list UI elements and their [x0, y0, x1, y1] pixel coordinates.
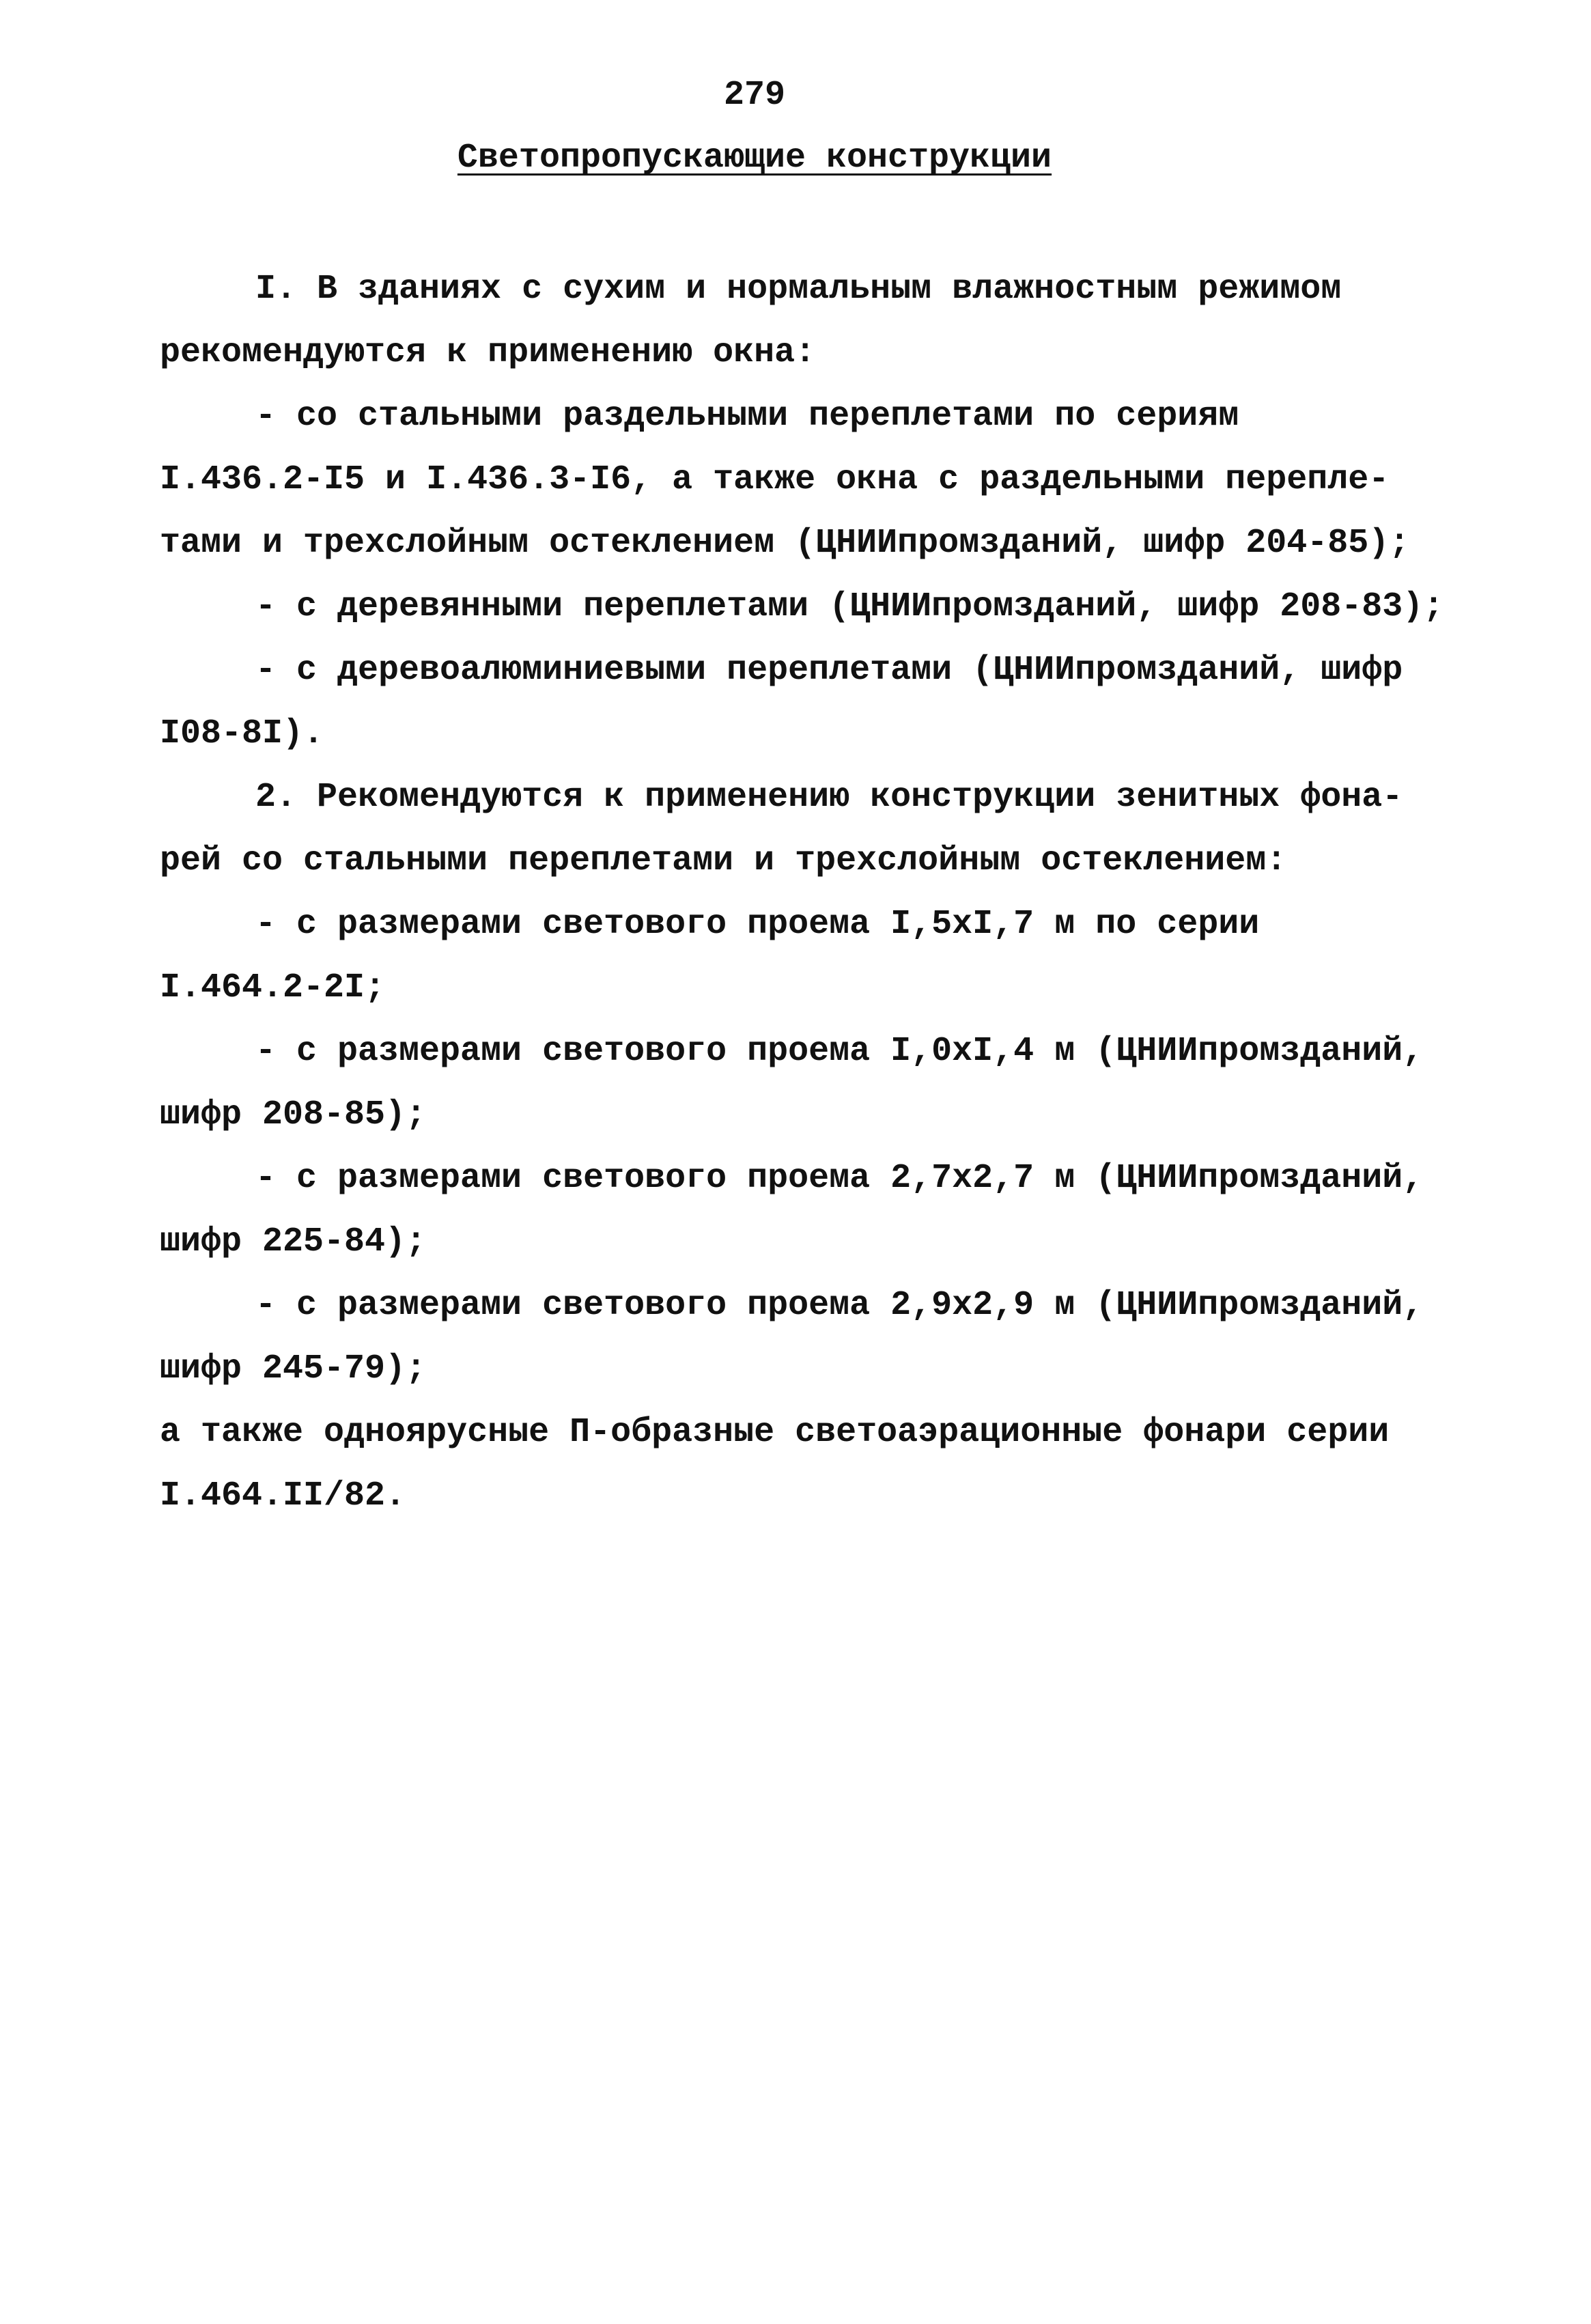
text-line: шифр 225-84); [160, 1222, 427, 1261]
document-body [160, 257, 1444, 1528]
text-line: I. В зданиях с сухим и нормальным влажностным режимом [255, 270, 1342, 309]
text-line: - с размерами светового проема I,0xI,4 м (ЦНИИпромзданий, [255, 1032, 1424, 1071]
text-line: I08-8I). [160, 714, 324, 753]
text-line: - с деревянными переплетами (ЦНИИпромзданий, шифр 208-83); [255, 587, 1444, 626]
text-line: - с деревоалюминиевыми переплетами (ЦНИИпромзданий, шифр [255, 651, 1403, 690]
text-line: I.464.II/82. [160, 1476, 406, 1515]
text-line: рекомендуются к применению окна: [160, 333, 816, 372]
page-title [0, 131, 1509, 186]
text-line: тами и трехслойным остеклением (ЦНИИпромзданий, шифр 204-85); [160, 524, 1410, 563]
text-line: - с размерами светового проема 2,9x2,9 м (ЦНИИпромзданий, [255, 1286, 1424, 1325]
text-line: - со стальными раздельными переплетами по сериям [255, 397, 1239, 436]
text-line: шифр 208-85); [160, 1095, 427, 1134]
text-line: 2. Рекомендуются к применению конструкции зенитных фона- [255, 778, 1403, 817]
text-line: - с размерами светового проема I,5xI,7 м по серии [255, 905, 1260, 944]
text-line: рей со стальными переплетами и трехслойным остеклением: [160, 841, 1287, 880]
page-title-text: Светопропускающие конструкции [457, 139, 1052, 178]
text-line: шифр 245-79); [160, 1349, 427, 1388]
text-line: I.464.2-2I; [160, 968, 386, 1007]
page-number: 279 [723, 76, 785, 115]
text-line: а также одноярусные П-образные светоаэрационные фонари серии [160, 1413, 1390, 1452]
text-line: - с размерами светового проема 2,7x2,7 м (ЦНИИпромзданий, [255, 1159, 1424, 1198]
text-line: I.436.2-I5 и I.436.3-I6, а также окна с раздельными перепле- [160, 460, 1390, 499]
